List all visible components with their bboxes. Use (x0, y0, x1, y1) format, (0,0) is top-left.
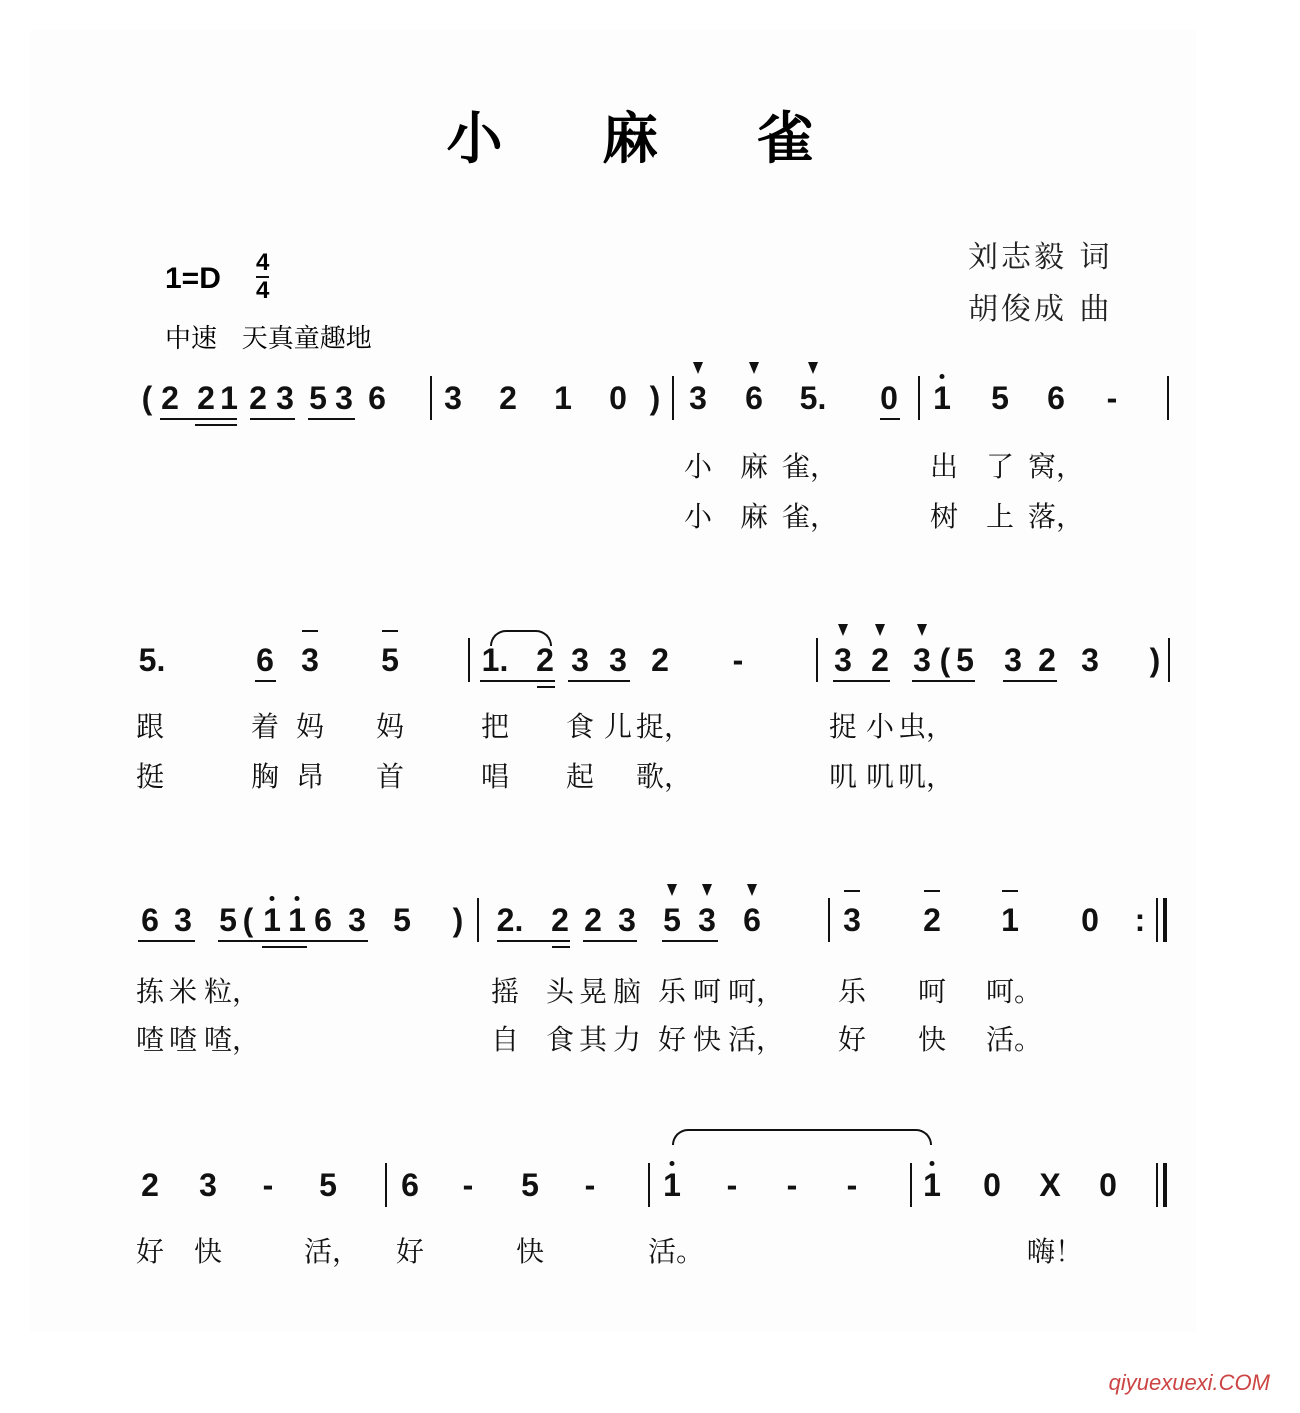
note: 2 (141, 1167, 159, 1203)
lyric-syllable: 唱 (480, 760, 510, 793)
lyric-syllable: 粒， (203, 975, 261, 1008)
note: - (846, 1167, 858, 1203)
barline (1168, 638, 1170, 682)
lyric-syllable: 歌， (635, 760, 693, 793)
beam-underline (880, 418, 900, 420)
barline (477, 898, 479, 942)
note: 1 (663, 1167, 681, 1203)
lyric-syllable: 捉， (635, 710, 693, 743)
note: 0 (1081, 902, 1099, 938)
note: 1 (1001, 902, 1019, 938)
lyric-syllable: 晃 (578, 975, 608, 1008)
lyric-syllable: 小 (683, 450, 713, 483)
beam-underline (833, 680, 890, 682)
note: 3 (843, 902, 861, 938)
lyric-syllable: 落， (1027, 500, 1085, 533)
note: 1 (933, 380, 951, 416)
note: 5 (521, 1167, 539, 1203)
lyric-syllable: 喳， (203, 1023, 261, 1056)
lyric-syllable: 其 (578, 1023, 608, 1056)
overline-mark (844, 890, 860, 892)
lyric-syllable: 呵 (917, 975, 947, 1008)
note: - (262, 1167, 274, 1203)
lyric-syllable: 快 (515, 1235, 545, 1268)
note: - (462, 1167, 474, 1203)
high-octave-dot (670, 1161, 675, 1166)
beam-underline (250, 418, 295, 420)
note: 3 (348, 902, 366, 938)
lyric-syllable: 首 (375, 760, 405, 793)
note: 6 (368, 380, 386, 416)
lyric-syllable: 好 (657, 1023, 687, 1056)
note: 2 (161, 380, 179, 416)
bracket: ( (242, 902, 254, 938)
lyric-syllable: 胸 (250, 760, 280, 793)
barline (468, 638, 470, 682)
final-barline (1156, 1163, 1158, 1207)
lyric-syllable: 食 (565, 710, 595, 743)
lyric-syllable: 叽， (897, 760, 955, 793)
note: 3 (199, 1167, 217, 1203)
tie-slur (672, 1129, 932, 1145)
lyric-syllable: 嗨！ (1026, 1235, 1084, 1268)
time-bottom: 4 (256, 277, 270, 304)
note: 5. (799, 380, 827, 416)
lyric-syllable: 小 (683, 500, 713, 533)
note: - (584, 1167, 596, 1203)
lyric-syllable: 脑 (612, 975, 642, 1008)
lyric-syllable: 米 (168, 975, 198, 1008)
lyric-syllable: 自 (490, 1023, 520, 1056)
accent-mark (917, 624, 927, 636)
lyric-syllable: 出 (929, 450, 959, 483)
lyric-syllable: 乐 (837, 975, 867, 1008)
lyric-syllable: 昂 (295, 760, 325, 793)
note: 3 (1081, 642, 1099, 678)
time-top: 4 (256, 249, 270, 276)
bracket: ( (141, 380, 153, 416)
lyric-syllable: 好 (135, 1235, 165, 1268)
note: 2 (871, 642, 889, 678)
time-signature (256, 250, 269, 304)
beam-underline (537, 686, 555, 688)
beam-underline (308, 418, 355, 420)
beam-underline (160, 418, 237, 420)
note: 2 (651, 642, 669, 678)
note: 2 (249, 380, 267, 416)
lyric-syllable: 起 (565, 760, 595, 793)
note: 3 (335, 380, 353, 416)
lyric-syllable: 活。 (985, 1023, 1043, 1056)
note: 0 (983, 1167, 1001, 1203)
accent-mark (667, 884, 677, 896)
lyric-syllable: 雀， (781, 500, 839, 533)
note: - (732, 642, 744, 678)
note: 3 (174, 902, 192, 938)
note: 6 (141, 902, 159, 938)
lyric-syllable: 儿 (603, 710, 633, 743)
tie-slur (490, 630, 552, 646)
barline (1167, 376, 1169, 420)
note: 2 (923, 902, 941, 938)
accent-mark (838, 624, 848, 636)
barline (910, 1163, 912, 1207)
high-octave-dot (930, 1161, 935, 1166)
lyric-syllable: 喳 (135, 1023, 165, 1056)
note: 5 (393, 902, 411, 938)
lyric-syllable: 摇 (490, 975, 520, 1008)
lyric-syllable: 头 (545, 975, 575, 1008)
note: 0 (880, 380, 898, 416)
note: 1 (923, 1167, 941, 1203)
beam-underline (480, 680, 555, 682)
lyric-syllable: 活， (303, 1235, 361, 1268)
note: 3 (689, 380, 707, 416)
note: 2 (499, 380, 517, 416)
note: X (1039, 1167, 1061, 1203)
lyric-syllable: 力 (612, 1023, 642, 1056)
barline (672, 376, 674, 420)
lyric-syllable: 跟 (135, 710, 165, 743)
barline (918, 376, 920, 420)
barline (648, 1163, 650, 1207)
lyric-syllable: 树 (929, 500, 959, 533)
barline (828, 898, 830, 942)
beam-underline (662, 940, 718, 942)
bracket: ) (452, 902, 464, 938)
beam-underline (568, 680, 630, 682)
beam-underline (312, 940, 368, 942)
note: 1. (481, 642, 509, 678)
note: 3 (618, 902, 636, 938)
overline-mark (924, 890, 940, 892)
note: 5 (219, 902, 237, 938)
high-octave-dot (270, 896, 275, 901)
lyric-syllable: 喳 (168, 1023, 198, 1056)
lyric-syllable: 把 (480, 710, 510, 743)
note: 6 (743, 902, 761, 938)
note: 0 (1099, 1167, 1117, 1203)
note: 2 (584, 902, 602, 938)
note: 5. (138, 642, 166, 678)
beam-underline (912, 680, 975, 682)
accent-mark (702, 884, 712, 896)
note: 3 (444, 380, 462, 416)
lyric-syllable: 叽 (865, 760, 895, 793)
note: 6 (314, 902, 332, 938)
note: 3 (609, 642, 627, 678)
bracket: ) (649, 380, 661, 416)
overline-mark (382, 630, 398, 632)
lyric-syllable: 虫， (897, 710, 955, 743)
accent-mark (875, 624, 885, 636)
lyric-syllable: 快 (917, 1023, 947, 1056)
note: - (1106, 380, 1118, 416)
overline-mark (1002, 890, 1018, 892)
note: 1 (288, 902, 306, 938)
note: 1 (554, 380, 572, 416)
note: 2 (551, 902, 569, 938)
watermark: qiyuexuexi.COM (1108, 1370, 1270, 1395)
lyric-syllable: 上 (985, 500, 1015, 533)
beam-underline (583, 940, 637, 942)
note: 6 (256, 642, 274, 678)
tempo-marking: 中速 天真童趣地 (165, 324, 372, 354)
barline (385, 1163, 387, 1207)
note: 2 (536, 642, 554, 678)
lyric-syllable: 拣 (135, 975, 165, 1008)
lyric-syllable: 好 (395, 1235, 425, 1268)
note: 3 (276, 380, 294, 416)
lyric-syllable: 快 (193, 1235, 223, 1268)
accent-mark (808, 362, 818, 374)
high-octave-dot (940, 374, 945, 379)
note: 5 (309, 380, 327, 416)
note: 6 (401, 1167, 419, 1203)
final-barline (1163, 1163, 1167, 1207)
beam-underline (138, 940, 195, 942)
note: 3 (834, 642, 852, 678)
beam-underline (262, 946, 307, 948)
beam-underline (195, 424, 237, 426)
lyric-syllable: 着 (250, 710, 280, 743)
final-barline (1156, 898, 1158, 942)
note: 3 (571, 642, 589, 678)
accent-mark (749, 362, 759, 374)
beam-underline (255, 680, 276, 682)
key-signature: 1=D (165, 262, 221, 295)
lyric-syllable: 呵 (692, 975, 722, 1008)
note: 5 (956, 642, 974, 678)
lyric-syllable: 麻 (739, 500, 769, 533)
note: 2 (197, 380, 215, 416)
note: 5 (381, 642, 399, 678)
bracket: ) (1149, 642, 1161, 678)
lyric-syllable: 快 (692, 1023, 722, 1056)
note: 5 (991, 380, 1009, 416)
song-title: 小 麻 雀 (446, 106, 854, 172)
note: - (786, 1167, 798, 1203)
note: 0 (609, 380, 627, 416)
beam-underline (497, 940, 570, 942)
barline (816, 638, 818, 682)
lyric-syllable: 乐 (657, 975, 687, 1008)
beam-underline (1003, 680, 1057, 682)
note: 1 (220, 380, 238, 416)
note: - (726, 1167, 738, 1203)
accent-mark (747, 884, 757, 896)
note: 3 (913, 642, 931, 678)
lyric-syllable: 捉 (828, 710, 858, 743)
note: 2. (496, 902, 524, 938)
lyric-syllable: 了 (985, 450, 1015, 483)
lyric-syllable: 妈 (375, 710, 405, 743)
lyric-syllable: 挺 (135, 760, 165, 793)
note: 5 (319, 1167, 337, 1203)
beam-underline (552, 946, 570, 948)
note: 6 (745, 380, 763, 416)
note: 1 (263, 902, 281, 938)
note: 2 (1038, 642, 1056, 678)
note: 3 (1004, 642, 1022, 678)
high-octave-dot (295, 896, 300, 901)
note: 3 (301, 642, 319, 678)
lyric-syllable: 活。 (647, 1235, 705, 1268)
accent-mark (693, 362, 703, 374)
lyric-syllable: 窝， (1027, 450, 1085, 483)
lyricist: 刘志毅 词 (968, 240, 1113, 275)
barline (430, 376, 432, 420)
bracket: ( (939, 642, 951, 678)
composer: 胡俊成 曲 (968, 292, 1113, 327)
final-barline (1163, 898, 1167, 942)
lyric-syllable: 麻 (739, 450, 769, 483)
note: 5 (663, 902, 681, 938)
lyric-syllable: 小 (865, 710, 895, 743)
lyric-syllable: 呵。 (985, 975, 1043, 1008)
lyric-syllable: 活， (727, 1023, 785, 1056)
overline-mark (302, 630, 318, 632)
lyric-syllable: 好 (837, 1023, 867, 1056)
lyric-syllable: 叽 (828, 760, 858, 793)
lyric-syllable: 妈 (295, 710, 325, 743)
lyric-syllable: 雀， (781, 450, 839, 483)
note: : (1134, 902, 1146, 938)
lyric-syllable: 食 (545, 1023, 575, 1056)
note: 3 (698, 902, 716, 938)
note: 6 (1047, 380, 1065, 416)
lyric-syllable: 呵， (727, 975, 785, 1008)
